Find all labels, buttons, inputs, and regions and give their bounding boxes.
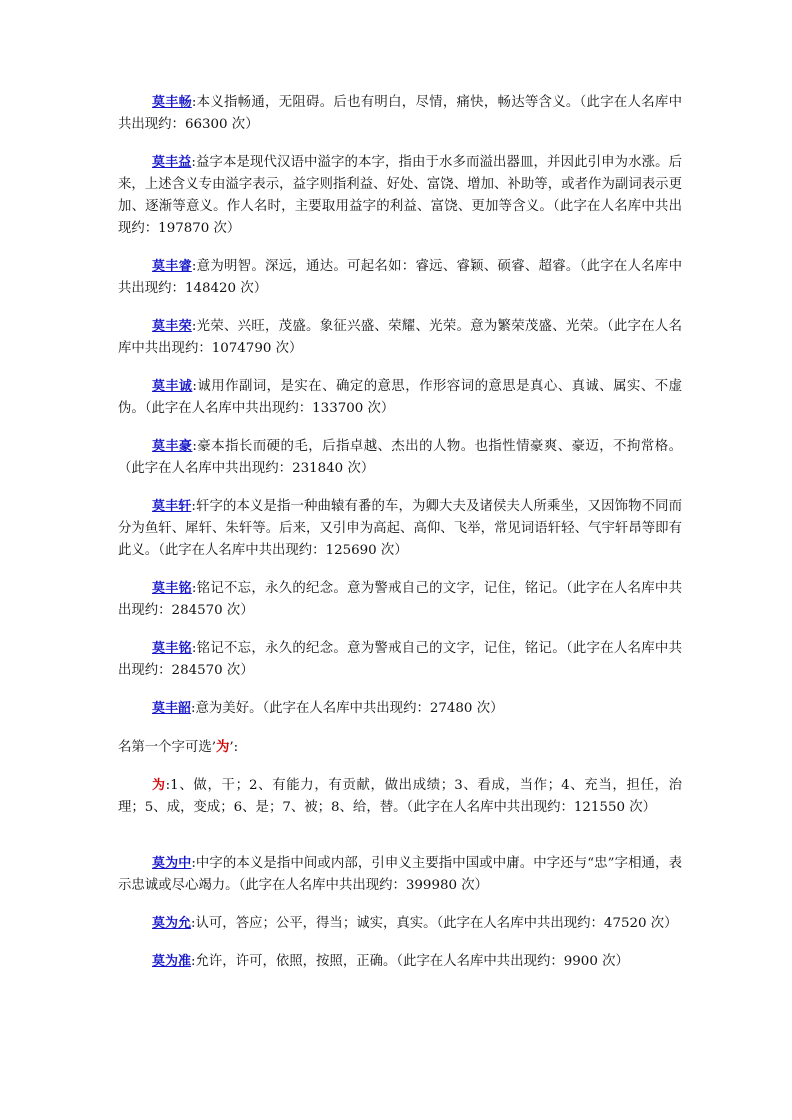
name-definition: :本义指畅通，无阻碍。后也有明白，尽情，痛快，畅达等含义。（此字在人名库中共出现约：66300 次） [118, 95, 682, 132]
name-entries-feng [118, 92, 682, 720]
name-definition: :认可，答应；公平，得当；诚实，真实。（此字在人名库中共出现约：47520 次） [191, 916, 678, 931]
section-heading [118, 736, 682, 759]
section-heading-prefix: 名第一个字可选 [118, 740, 212, 755]
section-highlight-char: 为 [216, 739, 230, 755]
name-term-link[interactable]: 莫丰诚 [152, 379, 193, 394]
spacer [118, 835, 682, 853]
name-term-link[interactable]: 莫丰豪 [152, 439, 193, 454]
name-entry [118, 913, 682, 935]
name-definition: :光荣、兴旺，茂盛。象征兴盛、荣耀、光荣。意为繁荣茂盛、光荣。（此字在人名库中共出现约：1074790 次） [118, 319, 682, 356]
name-entry [118, 376, 682, 420]
name-definition: :益字本是现代汉语中溢字的本字，指由于水多而溢出器皿，并因此引申为水涨。后来，上述含义专由溢字表示，益字则指利益、好处、富饶、增加、补助等，或者作为副词表示更加、逐渐等意义。作人名时，主要取用益字的利益、富饶、更加等含义。（此字在人名库中共出现约：197870 次） [118, 155, 682, 236]
name-definition: :中字的本义是指中间或内部，引申义主要指中国或中庸。中字还与“忠”字相通，表示忠诚或尽心竭力。（此字在人名库中共出现约：399980 次） [118, 856, 682, 893]
char-definition: :1、做，干；2、有能力，有贡献，做出成绩；3、看成，当作；4、充当，担任，治理；5、成，变成；6、是；7、被；8、给，替。（此字在人名库中共出现约：121550 次） [118, 778, 682, 815]
name-definition: :豪本指长而硬的毛，后指卓越、杰出的人物。也指性情豪爽、豪迈，不拘常格。（此字在人名库中共出现约：231840 次） [118, 439, 682, 476]
name-entry [118, 853, 682, 897]
name-entries-wei [118, 853, 682, 973]
name-term-link[interactable]: 莫丰荣 [152, 319, 192, 334]
name-definition: :意为美好。（此字在人名库中共出现约：27480 次） [191, 701, 504, 716]
name-entry [118, 698, 682, 720]
name-term-link[interactable]: 莫丰韶 [152, 701, 192, 716]
name-entry [118, 436, 682, 480]
name-entry [118, 638, 682, 682]
name-term-link[interactable]: 莫丰轩 [152, 499, 192, 514]
name-term-link[interactable]: 莫丰铭 [152, 581, 192, 596]
name-term-link[interactable]: 莫为中 [152, 856, 192, 871]
name-term-link[interactable]: 莫丰益 [152, 155, 192, 170]
name-entry [118, 951, 682, 973]
name-entry [118, 316, 682, 360]
name-entry [118, 152, 682, 240]
name-term-link[interactable]: 莫为允 [152, 916, 192, 931]
name-definition: :允许，许可，依照，按照，正确。（此字在人名库中共出现约：9900 次） [191, 954, 629, 969]
name-term-link[interactable]: 莫为准 [152, 954, 192, 969]
section-open-quote: ’ [211, 740, 216, 755]
char-entry [118, 775, 682, 819]
name-term-link[interactable]: 莫丰畅 [152, 95, 192, 110]
char-term: 为 [152, 778, 166, 793]
name-term-link[interactable]: 莫丰睿 [152, 259, 192, 274]
name-definition: :意为明智。深远，通达。可起名如：睿远、睿颖、硕睿、超睿。（此字在人名库中共出现约：148420 次） [118, 259, 682, 296]
name-entry [118, 256, 682, 300]
section-close-quote: ’: [229, 740, 239, 755]
name-entry [118, 496, 682, 562]
name-entry [118, 578, 682, 622]
name-definition: :诚用作副词，是实在、确定的意思，作形容词的意思是真心、真诚、属实、不虚伪。（此字在人名库中共出现约：133700 次） [118, 379, 682, 416]
name-definition: :轩字的本义是指一种曲辕有番的车，为卿大夫及诸侯夫人所乘坐，又因饰物不同而分为鱼轩、犀轩、朱轩等。后来，又引申为高起、高仰、飞举，常见词语轩轻、气宇轩昂等即有此义。（此字在人名库中共出现约：125690 次） [118, 499, 682, 558]
name-definition: :铭记不忘，永久的纪念。意为警戒自己的文字，记住，铭记。（此字在人名库中共出现约：284570 次） [118, 641, 682, 678]
name-definition: :铭记不忘，永久的纪念。意为警戒自己的文字，记住，铭记。（此字在人名库中共出现约：284570 次） [118, 581, 682, 618]
name-entry [118, 92, 682, 136]
name-term-link[interactable]: 莫丰铭 [152, 641, 192, 656]
